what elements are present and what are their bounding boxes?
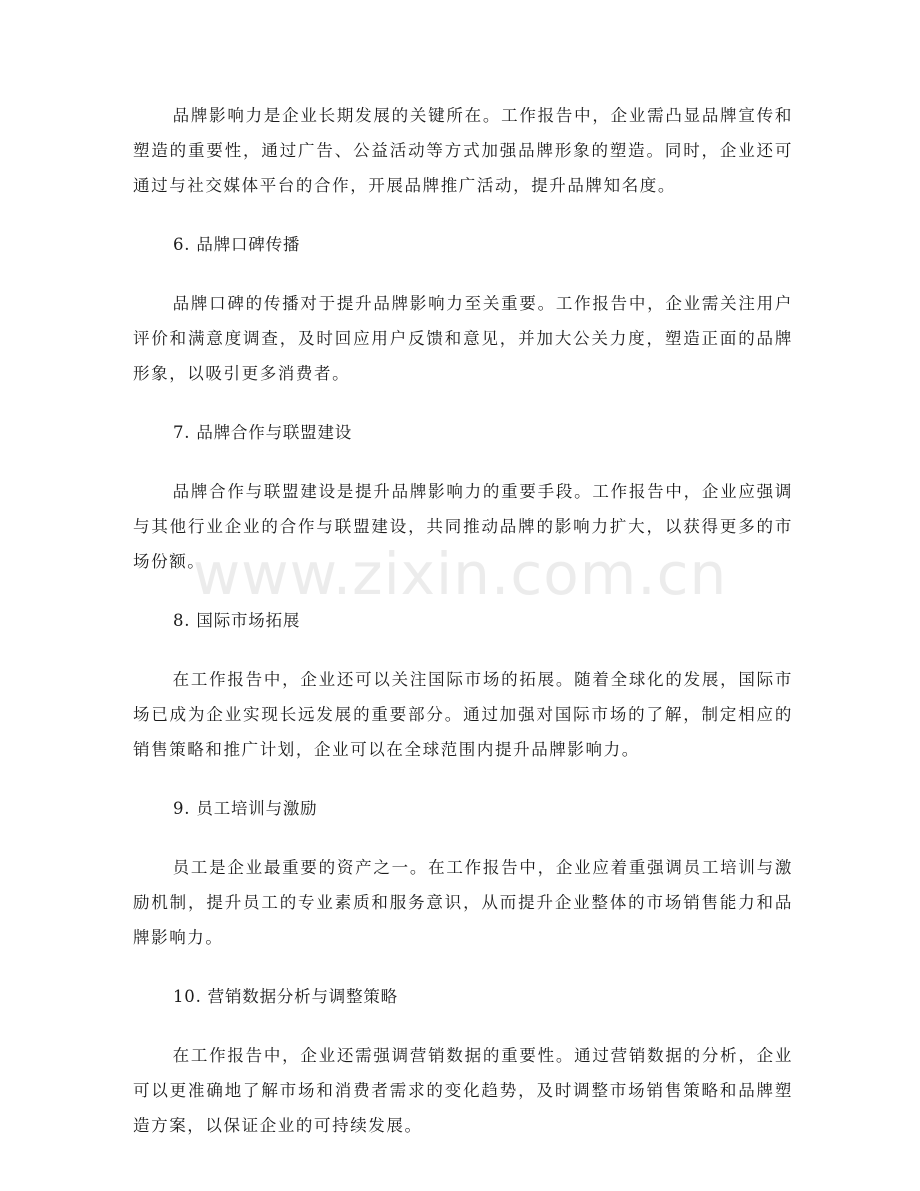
paragraph-word-of-mouth: 品牌口碑的传播对于提升品牌影响力至关重要。工作报告中，企业需关注用户评价和满意度调查，及时回应用户反馈和意见，并加大公关力度，塑造正面的品牌形象，以吸引更多消费者。	[133, 294, 793, 383]
paragraph-brand-influence: 品牌影响力是企业长期发展的关键所在。工作报告中，企业需凸显品牌宣传和塑造的重要性，通过广告、公益活动等方式加强品牌形象的塑造。同时，企业还可通过与社交媒体平台的合作，开展品牌推广活动，提升品牌知名度。	[133, 106, 793, 195]
section-heading-6: 6. 品牌口碑传播	[173, 235, 301, 254]
section-heading-8: 8. 国际市场拓展	[173, 611, 301, 630]
document-body	[133, 98, 793, 1167]
paragraph-international-market: 在工作报告中，企业还可以关注国际市场的拓展。随着全球化的发展，国际市场已成为企业实现长远发展的重要部分。通过加强对国际市场的了解，制定相应的销售策略和推广计划，企业可以在全球范围内提升品牌影响力。	[133, 670, 793, 759]
paragraph-staff-training: 员工是企业最重要的资产之一。在工作报告中，企业应着重强调员工培训与激励机制，提升员工的专业素质和服务意识，从而提升企业整体的市场销售能力和品牌影响力。	[133, 858, 793, 947]
paragraph-brand-alliance: 品牌合作与联盟建设是提升品牌影响力的重要手段。工作报告中，企业应强调与其他行业企业的合作与联盟建设，共同推动品牌的影响力扩大，以获得更多的市场份额。	[133, 482, 793, 571]
section-heading-10: 10. 营销数据分析与调整策略	[173, 987, 398, 1006]
paragraph-marketing-data: 在工作报告中，企业还需强调营销数据的重要性。通过营销数据的分析，企业可以更准确地了解市场和消费者需求的变化趋势，及时调整市场销售策略和品牌塑造方案，以保证企业的可持续发展。	[133, 1046, 793, 1135]
section-heading-9: 9. 员工培训与激励	[173, 799, 318, 818]
watermark: www.zixin.com.cn	[192, 540, 728, 608]
section-heading-7: 7. 品牌合作与联盟建设	[173, 423, 353, 442]
